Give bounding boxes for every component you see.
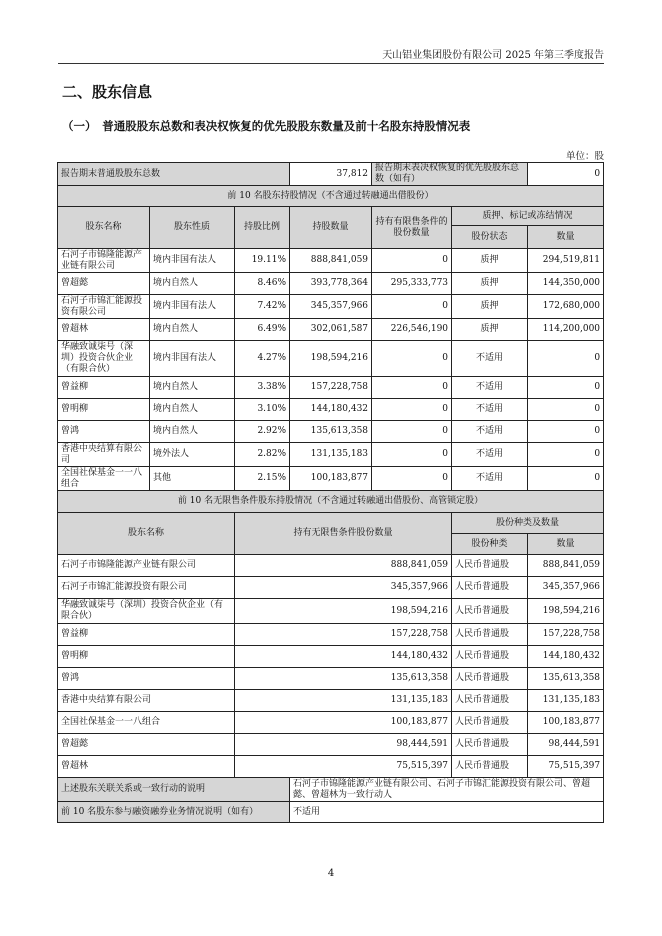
pledge-count: 0 [528, 341, 604, 377]
holding-ratio: 6.49% [235, 319, 290, 341]
shareholder-name: 全国社保基金一一八组合 [58, 467, 150, 491]
share-count: 198,594,216 [528, 599, 604, 624]
table-row [58, 690, 604, 712]
share-count: 98,444,591 [528, 734, 604, 756]
shareholder-name: 曾益柳 [58, 377, 150, 399]
pledge-status: 不适用 [452, 341, 528, 377]
shareholder-nature: 境内自然人 [150, 421, 235, 443]
share-count: 888,841,059 [528, 555, 604, 577]
pledge-status: 质押 [452, 249, 528, 273]
holding-qty: 100,183,877 [290, 467, 372, 491]
pledge-count: 0 [528, 377, 604, 399]
pref-shareholders-value: 0 [528, 163, 604, 186]
col-status: 股份状态 [452, 226, 528, 249]
holding-ratio: 3.10% [235, 399, 290, 421]
col-u-count: 数量 [528, 534, 604, 555]
share-type: 人民币普通股 [452, 577, 528, 599]
holding-ratio: 3.38% [235, 377, 290, 399]
holding-qty: 198,594,216 [290, 341, 372, 377]
holding-ratio: 19.11% [235, 249, 290, 273]
holding-ratio: 7.42% [235, 295, 290, 319]
table-row [58, 295, 604, 319]
col-count: 数量 [528, 226, 604, 249]
restricted-qty: 0 [372, 443, 452, 467]
u-shareholder-name: 曾鸿 [58, 668, 235, 690]
pledge-status: 不适用 [452, 399, 528, 421]
pledge-count: 294,519,811 [528, 249, 604, 273]
shareholder-name: 曾超林 [58, 319, 150, 341]
page-number: 4 [327, 868, 335, 879]
holding-qty: 888,841,059 [290, 249, 372, 273]
col-pledge-group: 质押、标记或冻结情况 [452, 207, 604, 226]
pledge-count: 0 [528, 399, 604, 421]
table-row [58, 555, 604, 577]
restricted-qty: 0 [372, 467, 452, 491]
share-count: 157,228,758 [528, 624, 604, 646]
restricted-qty: 295,333,773 [372, 273, 452, 295]
shareholder-nature: 境内非国有法人 [150, 341, 235, 377]
table-row [58, 577, 604, 599]
holding-qty: 345,357,966 [290, 295, 372, 319]
table-row [58, 712, 604, 734]
holding-qty: 144,180,432 [290, 399, 372, 421]
table-row [58, 599, 604, 624]
table-row [58, 467, 604, 491]
share-count: 75,515,397 [528, 756, 604, 778]
pledge-status: 质押 [452, 295, 528, 319]
shareholder-nature: 境内自然人 [150, 377, 235, 399]
share-count: 345,357,966 [528, 577, 604, 599]
holding-ratio: 2.15% [235, 467, 290, 491]
total-shareholders-label: 报告期末普通股股东总数 [58, 163, 290, 186]
table-row [58, 249, 604, 273]
holding-ratio: 8.46% [235, 273, 290, 295]
col-qty: 持股数量 [290, 207, 372, 249]
pledge-status: 不适用 [452, 377, 528, 399]
relation-value: 石河子市锦隆能源产业链有限公司、石河子市锦汇能源投资有限公司、曾超懿、曾超林为一致行动人 [290, 778, 604, 802]
shareholder-nature: 其他 [150, 467, 235, 491]
col-restricted: 持有有限售条件的股份数量 [372, 207, 452, 249]
shareholder-name: 香港中央结算有限公司 [58, 443, 150, 467]
share-type: 人民币普通股 [452, 668, 528, 690]
pledge-count: 172,680,000 [528, 295, 604, 319]
restricted-qty: 0 [372, 377, 452, 399]
share-type: 人民币普通股 [452, 555, 528, 577]
u-holding-qty: 157,228,758 [235, 624, 452, 646]
u-holding-qty: 144,180,432 [235, 646, 452, 668]
pledge-count: 0 [528, 467, 604, 491]
share-count: 144,180,432 [528, 646, 604, 668]
pledge-count: 0 [528, 421, 604, 443]
table-row [58, 273, 604, 295]
u-shareholder-name: 曾超林 [58, 756, 235, 778]
col-u-qty: 持有无限售条件股份数量 [235, 513, 452, 555]
holding-qty: 135,613,358 [290, 421, 372, 443]
report-header: 天山铝业集团股份有限公司 2025 年第三季度报告 [382, 50, 604, 61]
shareholder-nature: 境内非国有法人 [150, 249, 235, 273]
shareholder-name: 曾超懿 [58, 273, 150, 295]
relation-label: 上述股东关联关系或一致行动的说明 [58, 778, 290, 802]
u-shareholder-name: 曾超懿 [58, 734, 235, 756]
pledge-count: 0 [528, 443, 604, 467]
unit-label: 单位：股 [565, 151, 604, 162]
holding-qty: 302,061,587 [290, 319, 372, 341]
shareholder-table [57, 162, 604, 823]
shareholder-nature: 境内自然人 [150, 273, 235, 295]
table-row [58, 756, 604, 778]
table-row [58, 341, 604, 377]
table-row [58, 646, 604, 668]
holding-qty: 131,135,183 [290, 443, 372, 467]
u-holding-qty: 135,613,358 [235, 668, 452, 690]
u-holding-qty: 131,135,183 [235, 690, 452, 712]
share-type: 人民币普通股 [452, 599, 528, 624]
u-shareholder-name: 香港中央结算有限公司 [58, 690, 235, 712]
unrestricted-title: 前 10 名无限售条件股东持股情况（不含通过转融通出借股份、高管锁定股） [58, 491, 604, 513]
pledge-status: 不适用 [452, 467, 528, 491]
header-divider [58, 63, 604, 64]
u-holding-qty: 75,515,397 [235, 756, 452, 778]
total-shareholders-value: 37,812 [290, 163, 372, 186]
holding-ratio: 4.27% [235, 341, 290, 377]
col-name: 股东名称 [58, 207, 150, 249]
holding-qty: 393,778,364 [290, 273, 372, 295]
pledge-count: 144,350,000 [528, 273, 604, 295]
table-row [58, 624, 604, 646]
col-ratio: 持股比例 [235, 207, 290, 249]
share-type: 人民币普通股 [452, 690, 528, 712]
table-row [58, 443, 604, 467]
restricted-qty: 0 [372, 421, 452, 443]
u-holding-qty: 98,444,591 [235, 734, 452, 756]
restricted-qty: 0 [372, 399, 452, 421]
margin-value: 不适用 [290, 802, 604, 823]
restricted-qty: 0 [372, 341, 452, 377]
col-u-type: 股份种类 [452, 534, 528, 555]
share-type: 人民币普通股 [452, 624, 528, 646]
pref-shareholders-label: 报告期末表决权恢复的优先股股东总数（如有） [372, 163, 528, 186]
section-title: 二、股东信息 [62, 83, 153, 101]
pledge-count: 114,200,000 [528, 319, 604, 341]
pledge-status: 质押 [452, 273, 528, 295]
u-shareholder-name: 华融致诚柒号（深圳）投资合伙企业（有限合伙） [58, 599, 235, 624]
u-holding-qty: 198,594,216 [235, 599, 452, 624]
table-row [58, 421, 604, 443]
shareholder-name: 华融致诚柒号（深圳）投资合伙企业（有限合伙） [58, 341, 150, 377]
holding-ratio: 2.92% [235, 421, 290, 443]
shareholder-name: 石河子市锦汇能源投资有限公司 [58, 295, 150, 319]
holding-ratio: 2.82% [235, 443, 290, 467]
table-row [58, 734, 604, 756]
u-holding-qty: 888,841,059 [235, 555, 452, 577]
holding-qty: 157,228,758 [290, 377, 372, 399]
share-count: 131,135,183 [528, 690, 604, 712]
shareholder-nature: 境外法人 [150, 443, 235, 467]
table-row [58, 399, 604, 421]
shareholder-nature: 境内自然人 [150, 399, 235, 421]
restricted-qty: 226,546,190 [372, 319, 452, 341]
margin-label: 前 10 名股东参与融资融券业务情况说明（如有） [58, 802, 290, 823]
subsection-title: （一） 普通股股东总数和表决权恢复的优先股股东数量及前十名股东持股情况表 [62, 119, 471, 133]
top10-title: 前 10 名股东持股情况（不含通过转融通出借股份） [58, 186, 604, 207]
shareholder-name: 曾明柳 [58, 399, 150, 421]
share-type: 人民币普通股 [452, 756, 528, 778]
shareholder-name: 曾鸿 [58, 421, 150, 443]
table-row [58, 668, 604, 690]
pledge-status: 不适用 [452, 421, 528, 443]
u-shareholder-name: 曾明柳 [58, 646, 235, 668]
share-type: 人民币普通股 [452, 646, 528, 668]
col-u-name: 股东名称 [58, 513, 235, 555]
table-row [58, 377, 604, 399]
restricted-qty: 0 [372, 295, 452, 319]
share-type: 人民币普通股 [452, 734, 528, 756]
summary-row [58, 163, 604, 186]
share-count: 100,183,877 [528, 712, 604, 734]
shareholder-name: 石河子市锦隆能源产业链有限公司 [58, 249, 150, 273]
share-type: 人民币普通股 [452, 712, 528, 734]
u-shareholder-name: 石河子市锦隆能源产业链有限公司 [58, 555, 235, 577]
u-holding-qty: 100,183,877 [235, 712, 452, 734]
u-shareholder-name: 全国社保基金一一八组合 [58, 712, 235, 734]
restricted-qty: 0 [372, 249, 452, 273]
shareholder-nature: 境内非国有法人 [150, 295, 235, 319]
pledge-status: 质押 [452, 319, 528, 341]
u-holding-qty: 345,357,966 [235, 577, 452, 599]
col-u-type-group: 股份种类及数量 [452, 513, 604, 534]
col-nature: 股东性质 [150, 207, 235, 249]
share-count: 135,613,358 [528, 668, 604, 690]
table-row [58, 319, 604, 341]
shareholder-nature: 境内自然人 [150, 319, 235, 341]
u-shareholder-name: 石河子市锦汇能源投资有限公司 [58, 577, 235, 599]
pledge-status: 不适用 [452, 443, 528, 467]
u-shareholder-name: 曾益柳 [58, 624, 235, 646]
